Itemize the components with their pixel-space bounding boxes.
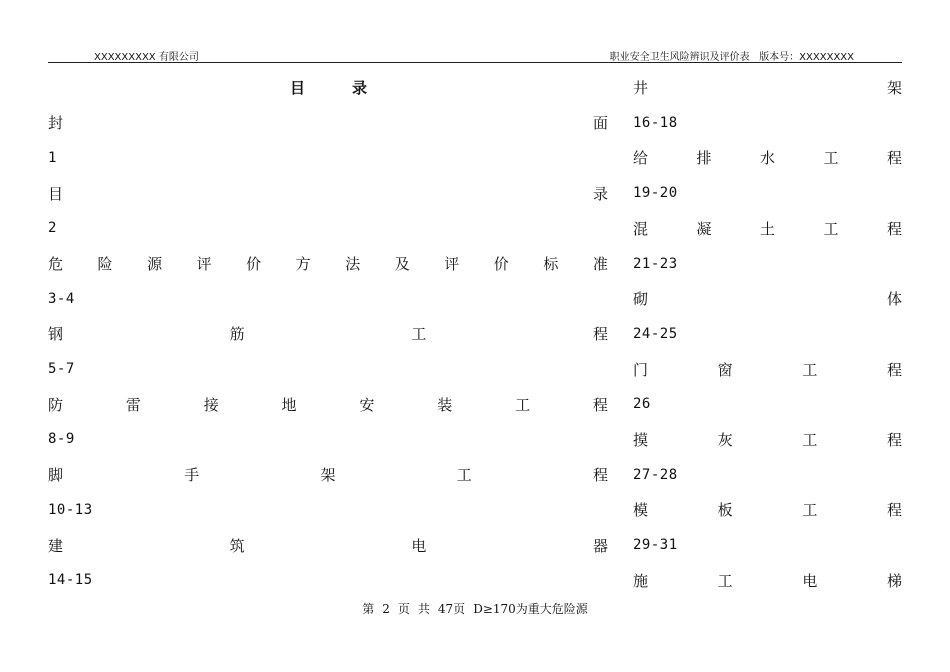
toc-entry [633,352,902,387]
toc-page-range [48,140,608,175]
toc-page-range [633,176,902,211]
toc-entry-char: 工 [456,466,472,485]
toc-entry-char: 筋 [229,325,245,344]
toc-page-range [48,211,608,246]
toc-entry-char: 工 [802,360,818,379]
toc-page-range [48,492,608,527]
toc-entry-char: 灰 [717,430,733,449]
footer-note: D≥170为重大危险源 [473,602,588,616]
toc-right-column [633,70,902,598]
toc-entry-char: 梯 [886,571,902,590]
toc-entry-char: 程 [592,395,608,414]
toc-entry [633,492,902,527]
toc-entry-char: 器 [592,536,608,555]
toc-left-column [48,70,608,598]
toc-page-range-text: 2 [48,220,57,237]
toc-entry-char: 评 [196,255,212,274]
toc-page-range-text: 1 [48,149,57,166]
toc-entry-char: 工 [823,219,839,238]
toc-entry-char: 价 [246,255,262,274]
toc-entry-char: 体 [886,290,902,309]
toc-entry-char: 凝 [696,219,712,238]
toc-entry [633,563,902,598]
toc-entry-char: 及 [394,255,410,274]
toc-entry-char: 面 [592,114,608,133]
toc-entry-char: 程 [886,149,902,168]
toc-entry-char: 装 [437,395,453,414]
footer-total-pages: 47页 [437,602,466,616]
toc-page-range [633,105,902,140]
toc-entry-char: 施 [633,571,649,590]
footer-page-prefix: 第 [362,602,375,616]
toc-entry-char: 雷 [125,395,141,414]
toc-entry-char: 防 [48,395,64,414]
company-name: XXXXXXXXX 有限公司 [94,52,199,63]
toc-entry-char: 门 [633,360,649,379]
toc-entry-char: 目 [48,184,64,203]
toc-entry-char: 准 [592,255,608,274]
toc-title: 目录 [290,79,415,97]
toc-entry-char: 钢 [48,325,64,344]
toc-entry-char: 筑 [229,536,245,555]
toc-entry-char: 摸 [633,430,649,449]
toc-entry-char: 险 [97,255,113,274]
toc-entry-char: 接 [203,395,219,414]
toc-entry-char: 程 [886,430,902,449]
toc-entry-char: 录 [592,184,608,203]
toc-page-range-text: 24-25 [633,325,678,342]
toc-entry [48,316,608,351]
toc-entry-char: 程 [886,501,902,520]
toc-entry-char: 建 [48,536,64,555]
toc-page-range-text: 19-20 [633,185,678,202]
toc-entry [633,70,902,105]
toc-entry-char: 工 [823,149,839,168]
toc-entry-char: 法 [345,255,361,274]
page-footer [0,600,950,617]
toc-entry-char: 标 [543,255,559,274]
toc-page-range-text: 14-15 [48,572,93,589]
toc-page-range-text: 27-28 [633,466,678,483]
toc-entry-char: 水 [759,149,775,168]
toc-page-range-text: 5-7 [48,361,75,378]
footer-page-number: 2 [382,602,390,616]
toc-page-range [633,387,902,422]
toc-entry-char: 工 [515,395,531,414]
toc-entry-char: 地 [281,395,297,414]
toc-page-range [48,352,608,387]
toc-page-range-text: 16-18 [633,114,678,131]
toc-entry [633,281,902,316]
toc-page-range [633,246,902,281]
toc-spacer [48,70,608,105]
toc-entry-char: 架 [320,466,336,485]
toc-page-range-text: 8-9 [48,431,75,448]
toc-entry-char: 程 [592,325,608,344]
toc-entry-char: 源 [147,255,163,274]
toc-entry-char: 砌 [633,290,649,309]
toc-entry-char: 脚 [48,466,64,485]
page-header [48,48,902,62]
toc-entry [48,527,608,562]
toc-entry-char: 方 [295,255,311,274]
toc-entry-char: 窗 [717,360,733,379]
toc-entry-char: 架 [886,79,902,98]
toc-entry-char: 封 [48,114,64,133]
toc-page-range-text: 29-31 [633,537,678,554]
toc-entry [633,140,902,175]
toc-entry [48,105,608,140]
toc-entry [633,422,902,457]
toc-entry [48,457,608,492]
toc-entry-char: 给 [633,149,649,168]
toc-entry-char: 电 [802,571,818,590]
toc-entry-char: 电 [411,536,427,555]
toc-entry-char: 程 [886,360,902,379]
toc-page-range-text: 3-4 [48,290,75,307]
toc-entry-char: 危 [48,255,64,274]
document-title [610,48,854,63]
toc-page-range [633,457,902,492]
toc-page-range [48,563,608,598]
toc-entry-char: 工 [802,430,818,449]
toc-entry-char: 井 [633,79,649,98]
toc-entry-char: 程 [886,219,902,238]
toc-page-range [633,316,902,351]
toc-page-range-text: 26 [633,396,651,413]
toc-entry [48,246,608,281]
toc-entry-char: 手 [184,466,200,485]
toc-entry-char: 程 [592,466,608,485]
toc-entry-char: 工 [717,571,733,590]
toc-entry-char: 排 [696,149,712,168]
toc-entry-char: 价 [493,255,509,274]
toc-entry-char: 工 [802,501,818,520]
version-label: 版本号：XXXXXXXX [759,52,854,63]
toc-entry-char: 板 [717,501,733,520]
footer-page-suffix: 页 [397,602,410,616]
toc-entry [48,176,608,211]
document-title-text: 职业安全卫生风险辨识及评价表 [609,52,750,63]
toc-entry [633,211,902,246]
toc-entry [48,387,608,422]
toc-entry-char: 混 [633,219,649,238]
footer-total-prefix: 共 [417,602,430,616]
toc-entry-char: 工 [411,325,427,344]
toc-page-range-text: 10-13 [48,501,93,518]
toc-page-range [48,281,608,316]
toc-page-range-text: 21-23 [633,255,678,272]
toc-entry-char: 土 [759,219,775,238]
header-divider [48,62,902,63]
toc-page-range [633,527,902,562]
toc-entry-char: 评 [444,255,460,274]
toc-page-range [48,422,608,457]
toc-entry-char: 安 [359,395,375,414]
toc-entry-char: 模 [633,501,649,520]
